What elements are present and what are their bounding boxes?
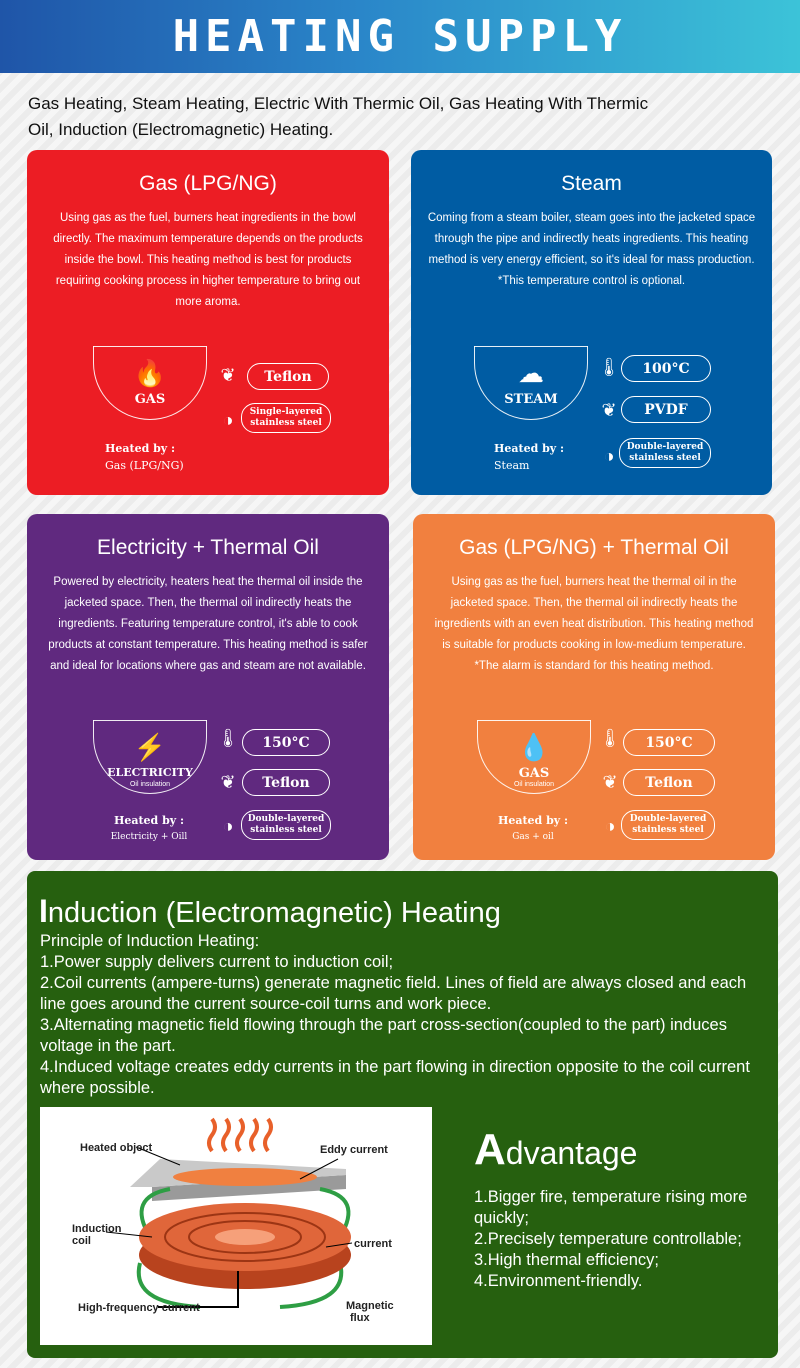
principle-heading: Principle of Induction Heating: [40,932,260,950]
intro-text: Gas Heating, Steam Heating, Electric With Thermic Oil, Gas Heating With Thermic Oil, Induction (Electromagnetic) Heating. [28,94,649,139]
advantage-item: 1.Bigger fire, temperature rising more quickly; [474,1188,748,1227]
material-pill: Double-layered stainless steel [619,438,711,468]
page-title: HEATING SUPPLY [172,11,628,62]
bowl-label: GAS [518,766,550,781]
card-title: Steam [561,172,622,195]
heat-wave [251,1119,257,1151]
principle-step: 1.Power supply delivers current to induction coil; [40,953,394,971]
label-induction-coil: Induction [72,1223,122,1235]
pan-icon: ◑ [604,816,616,836]
label-hf-current: High-frequency current [78,1302,200,1314]
steam-cloud-icon: ☁ [518,358,544,388]
coating-pill: Teflon [623,769,715,796]
spatula-icon: ❦ [602,772,618,792]
advantage-title: Advantage [474,1125,638,1174]
pan-icon: ◑ [603,446,615,466]
spatula-icon: ❦ [601,400,617,420]
bowl-diagram [93,346,207,420]
heat-wave [223,1119,229,1151]
thermometer-icon: 🌡 [216,728,240,748]
spatula-icon: ❦ [220,365,236,385]
coating-pill: Teflon [247,363,329,390]
material-pill: Double-layered stainless steel [621,810,715,840]
eddy-current-zone [173,1168,317,1186]
temperature-pill: 150°C [242,729,330,756]
bowl-sublabel: Oil insulation [129,781,171,788]
label-induction-coil-2: coil [72,1235,91,1247]
header-banner [0,0,800,73]
card-electricity [27,514,389,860]
oil-drop-icon: 💧 [517,732,551,762]
heated-by: Heated by : Gas + oil [497,814,569,842]
advantage-item: 3.High thermal efficiency; [474,1251,659,1269]
induction-diagram-svg [40,1107,432,1345]
thermometer-icon: 🌡 [598,728,622,748]
bowl-label: STEAM [504,392,558,407]
heat-wave [209,1119,215,1151]
coating-pill: Teflon [242,769,330,796]
advantage-item: 2.Precisely temperature controllable; [474,1230,742,1248]
bowl-diagram [93,720,207,794]
card-description: Using gas as the fuel, burners heat the thermal oil in the jacketed space. Then, the thermal oil indirectly heats the ingredients with an even heat distribution. This heating method is suitable for products cooking in low-medium temperature. *The alarm is standard for this heating method. [434,576,754,672]
bowl-label: GAS [134,392,166,407]
bowl-diagram [474,346,588,420]
pan-icon: ◑ [222,410,234,430]
material-pill: Double-layered stainless steel [241,810,331,840]
coil-center [215,1229,275,1245]
card-description: Coming from a steam boiler, steam goes into the jacketed space through the pipe and indirectly heats ingredients. This heating method is very energy efficient, so it's ideal for mass production. *This temperature control is optional. [427,212,756,287]
principle-step: 2.Coil currents (ampere-turns) generate magnetic field. Lines of field are always closed and each line goes around the current source-coil turns and work piece. [40,974,747,1013]
card-description: Powered by electricity, heaters heat the thermal oil inside the jacketed space. Then, the thermal oil indirectly heats the ingredients. Featuring temperature control, it's able to cook products at constant temperature. This heating method is safer and ideal for locations where gas and steam are not available. [48,576,368,672]
card-steam [411,150,772,495]
principle-step: 3.Alternating magnetic field flowing through the part cross-section(coupled to the part) induces voltage in the part. [40,1016,727,1055]
card-gas-oil [413,514,775,860]
heat-wave [265,1119,271,1151]
card-title: Gas (LPG/NG) [139,172,277,195]
advantage-item: 4.Environment-friendly. [474,1272,643,1290]
card-description: Using gas as the fuel, burners heat ingredients in the bowl directly. The maximum temperature depends on the products inside the bowl. This heating method is best for products requiring cooking process in higher temperature to bring out more aroma. [53,212,363,308]
label-current: current [354,1238,392,1250]
label-magnetic-flux-2: flux [350,1312,370,1324]
heat-wave [237,1119,243,1151]
advantage-list [474,1187,764,1292]
heated-by: Heated by : Steam [494,442,565,472]
induction-title: Induction (Electromagnetic) Heating [39,893,501,929]
thermometer-icon: 🌡 [597,357,621,377]
pan-icon: ◑ [222,816,234,836]
coating-pill: PVDF [621,396,711,423]
card-gas [27,150,389,495]
induction-principle [40,931,770,1099]
induction-diagram [40,1107,432,1345]
bowl-label: ELECTRICITY [107,766,193,779]
temperature-pill: 150°C [623,729,715,756]
lightning-icon: ⚡ [133,732,167,762]
flame-icon: 🔥 [133,358,167,388]
card-title: Gas (LPG/NG) + Thermal Oil [459,536,729,559]
spatula-icon: ❦ [220,772,236,792]
bowl-diagram [477,720,591,794]
principle-step: 4.Induced voltage creates eddy currents in the part flowing in direction opposite to the coil current where possible. [40,1058,750,1097]
heated-by: Heated by : Electricity + Oill [110,814,188,842]
label-magnetic-flux: Magnetic [346,1300,394,1312]
material-pill: Single-layered stainless steel [241,403,331,433]
bowl-sublabel: Oil insulation [513,781,555,788]
induction-section [27,871,778,1358]
heated-by: Heated by : Gas (LPG/NG) [105,442,184,472]
temperature-pill: 100°C [621,355,711,382]
label-heated-object: Heated object [80,1142,153,1154]
label-eddy-current: Eddy current [320,1144,388,1156]
card-title: Electricity + Thermal Oil [97,536,319,559]
